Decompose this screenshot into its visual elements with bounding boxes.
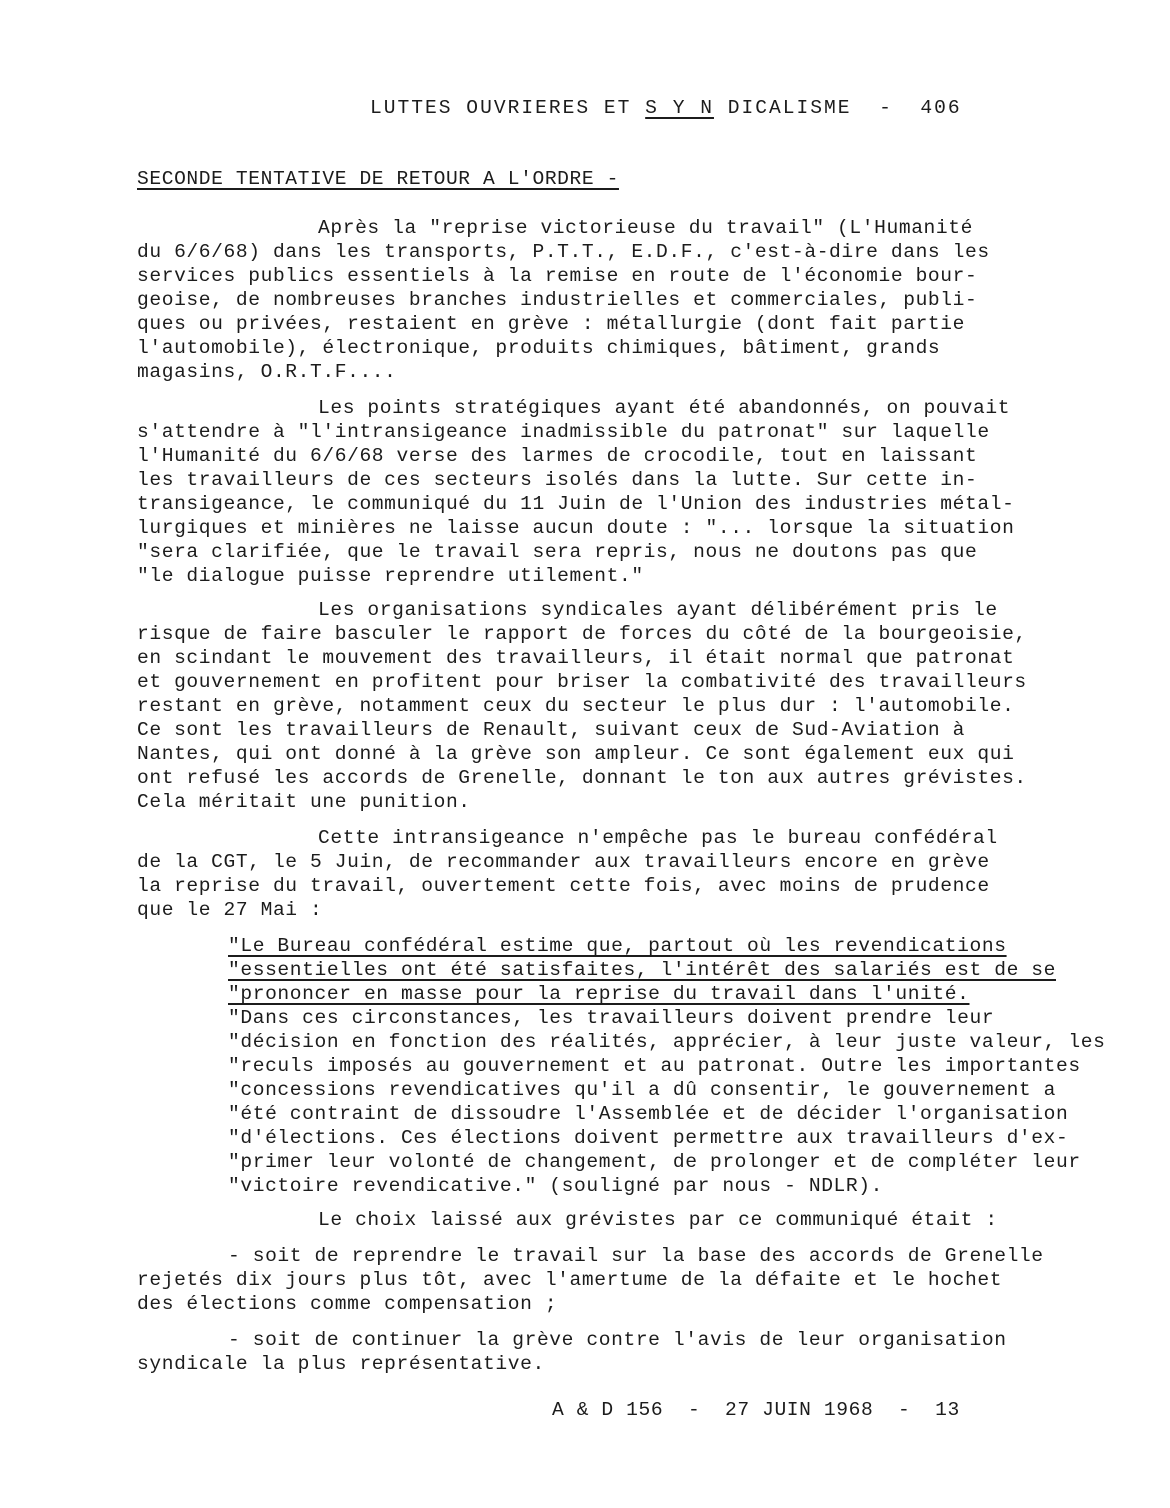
text-line: magasins, O.R.T.F....	[137, 361, 397, 383]
text-line: de la CGT, le 5 Juin, de recommander aux travailleurs encore en grève	[137, 851, 990, 873]
text-line: geoise, de nombreuses branches industrielles et commerciales, publi-	[137, 289, 978, 311]
header-text-underlined: S Y N	[645, 97, 714, 119]
text-line: la reprise du travail, ouvertement cette fois, avec moins de prudence	[137, 875, 990, 897]
section-title: SECONDE TENTATIVE DE RETOUR A L'ORDRE -	[137, 168, 619, 190]
text-line: transigeance, le communiqué du 11 Juin de l'Union des industries métal-	[137, 493, 1015, 515]
text-line: du 6/6/68) dans les transports, P.T.T., E.D.F., c'est-à-dire dans les	[137, 241, 990, 263]
header-text-a: LUTTES OUVRIERES ET	[370, 97, 646, 119]
text-line: "d'élections. Ces élections doivent permettre aux travailleurs d'ex-	[228, 1127, 1069, 1149]
text-line: "reculs imposés au gouvernement et au patronat. Outre les importantes	[228, 1055, 1081, 1077]
text-line: Les points stratégiques ayant été abandonnés, on pouvait	[318, 397, 1011, 419]
text-line: que le 27 Mai :	[137, 899, 323, 921]
text-line: Après la "reprise victorieuse du travail" (L'Humanité	[318, 217, 973, 239]
text-line: "prononcer en masse pour la reprise du travail dans l'unité.	[228, 983, 970, 1005]
text-line: en scindant le mouvement des travailleurs, il était normal que patronat	[137, 647, 1015, 669]
text-line: Cela méritait une punition.	[137, 791, 471, 813]
text-line: s'attendre à "l'intransigeance inadmissible du patronat" sur laquelle	[137, 421, 990, 443]
text-line: "concessions revendicatives qu'il a dû consentir, le gouvernement a	[228, 1079, 1056, 1101]
text-line: l'Humanité du 6/6/68 verse des larmes de crocodile, tout en laissant	[137, 445, 978, 467]
text-line: restant en grève, notamment ceux du secteur le plus dur : l'automobile.	[137, 695, 1015, 717]
text-line: "Dans ces circonstances, les travailleurs doivent prendre leur	[228, 1007, 995, 1029]
text-line: Nantes, qui ont donné à la grève son ampleur. Ce sont également eux qui	[137, 743, 1015, 765]
text-line: "le dialogue puisse reprendre utilement."	[137, 565, 644, 587]
text-line: les travailleurs de ces secteurs isolés dans la lutte. Sur cette in-	[137, 469, 978, 491]
text-line: Le choix laissé aux grévistes par ce communiqué était :	[318, 1209, 998, 1231]
text-line: "essentielles ont été satisfaites, l'intérêt des salariés est de se	[228, 959, 1056, 981]
text-line: risque de faire basculer le rapport de forces du côté de la bourgeoisie,	[137, 623, 1027, 645]
page-header	[370, 96, 962, 120]
text-line: - soit de continuer la grève contre l'avis de leur organisation	[228, 1329, 1007, 1351]
text-line: "Le Bureau confédéral estime que, partout où les revendications	[228, 935, 1007, 957]
text-line: "sera clarifiée, que le travail sera repris, nous ne doutons pas que	[137, 541, 978, 563]
text-line: ques ou privées, restaient en grève : métallurgie (dont fait partie	[137, 313, 965, 335]
text-line: "victoire revendicative." (souligné par nous - NDLR).	[228, 1175, 883, 1197]
text-line: - soit de reprendre le travail sur la base des accords de Grenelle	[228, 1245, 1044, 1267]
text-line: Les organisations syndicales ayant délibérément pris le	[318, 599, 998, 621]
text-line: "primer leur volonté de changement, de prolonger et de compléter leur	[228, 1151, 1081, 1173]
text-line: lurgiques et minières ne laisse aucun doute : "... lorsque la situation	[137, 517, 1015, 539]
text-line: rejetés dix jours plus tôt, avec l'amertume de la défaite et le hochet	[137, 1269, 1003, 1291]
text-line: Ce sont les travailleurs de Renault, suivant ceux de Sud-Aviation à	[137, 719, 965, 741]
text-line: l'automobile), électronique, produits chimiques, bâtiment, grands	[137, 337, 941, 359]
text-line: "été contraint de dissoudre l'Assemblée et de décider l'organisation	[228, 1103, 1069, 1125]
text-line: services publics essentiels à la remise en route de l'économie bour-	[137, 265, 978, 287]
header-text-c: DICALISME - 406	[713, 97, 962, 119]
text-line: syndicale la plus représentative.	[137, 1353, 545, 1375]
text-line: et gouvernement en profitent pour briser la combativité des travailleurs	[137, 671, 1027, 693]
page-footer: A & D 156 - 27 JUIN 1968 - 13	[552, 1399, 960, 1421]
text-line: ont refusé les accords de Grenelle, donnant le ton aux autres grévistes.	[137, 767, 1027, 789]
text-line: des élections comme compensation ;	[137, 1293, 558, 1315]
text-line: Cette intransigeance n'empêche pas le bureau confédéral	[318, 827, 998, 849]
text-line: "décision en fonction des réalités, apprécier, à leur juste valeur, les	[228, 1031, 1106, 1053]
